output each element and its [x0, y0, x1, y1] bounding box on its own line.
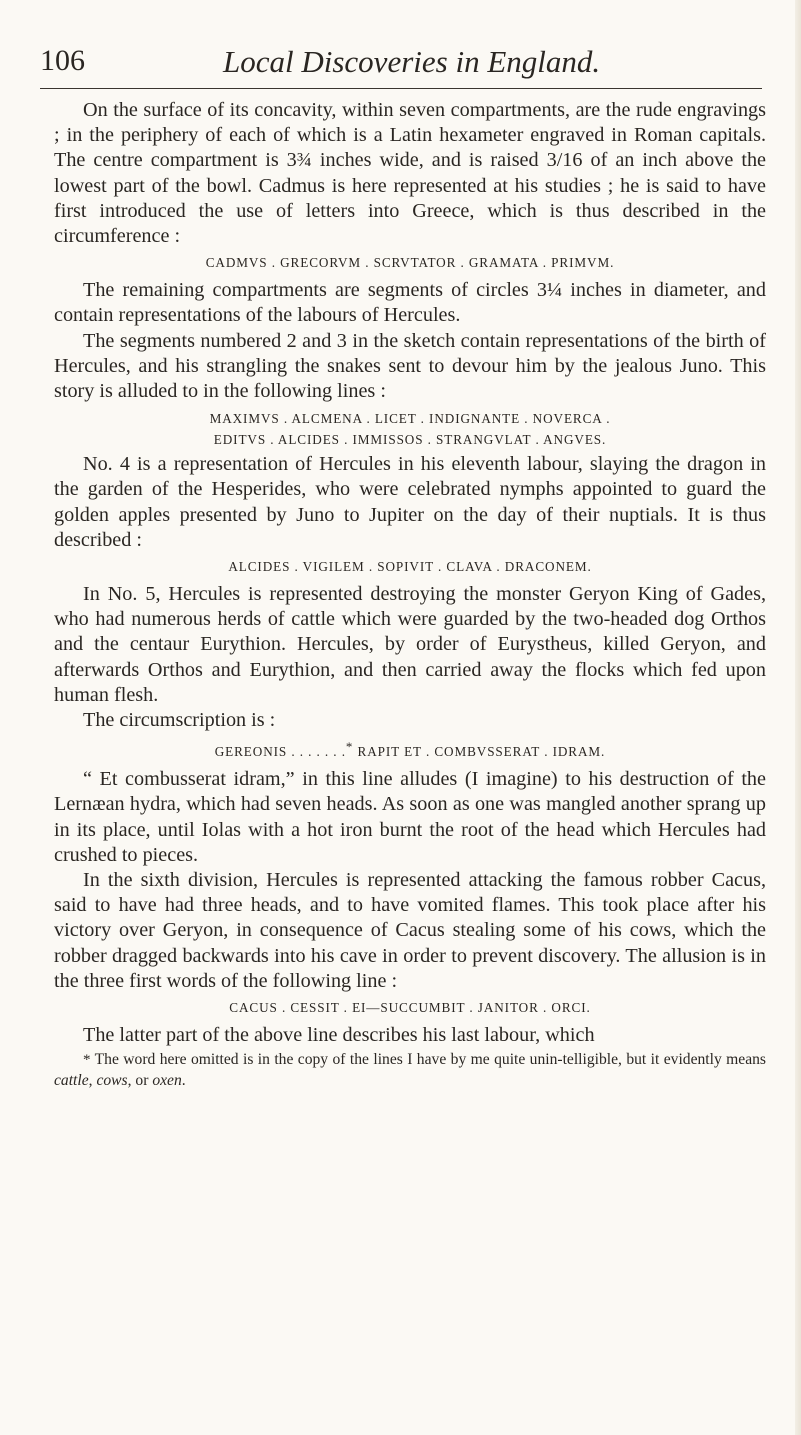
- inscription-gereonis-start: GEREONIS . . . . . . .: [214, 744, 346, 760]
- inscription-gereonis-end: RAPIT ET . COMBVSSERAT . IDRAM.: [353, 744, 606, 760]
- inscription-alcmena: [54, 408, 766, 450]
- footnote-word-cattle: cattle: [54, 1071, 89, 1089]
- paragraph-birth-of-hercules: The segments numbered 2 and 3 in the sketch contain representations of the birth of Hercules, and his strangling the snakes sent to devour him by the jealous Juno. This story is alluded to in the following lines :: [54, 329, 766, 403]
- page-number: 106: [40, 44, 85, 77]
- paragraph-circumscription: The circumscription is :: [83, 709, 276, 732]
- footnote-end: .: [181, 1071, 186, 1089]
- footnote-word-oxen: oxen: [152, 1071, 182, 1089]
- page-edge-shadow: [795, 0, 801, 1435]
- footnote-word-cows: cows: [96, 1071, 128, 1089]
- header-rule: [40, 88, 762, 89]
- page-body: [54, 98, 766, 1091]
- paragraph-last-labour: The latter part of the above line describes his last labour, which: [83, 1024, 595, 1047]
- inscription-alcides: ALCIDES . VIGILEM . SOPIVIT . CLAVA . DRACONEM.: [228, 559, 592, 575]
- paragraph-eleventh-labour: No. 4 is a representation of Hercules in his eleventh labour, slaying the dragon in the garden of the Hesperides, who were celebrated nymphs appointed to guard the golden apples presented by Juno to Jupiter on the day of their nuptials. It is thus described :: [54, 453, 766, 551]
- running-title: Local Discoveries in England.: [223, 44, 601, 79]
- paragraph-geryon: In No. 5, Hercules is represented destroying the monster Geryon King of Gades, who had numerous herds of cattle which were guarded by the two-headed dog Orthos and the centaur Eurythion. Hercules, by order of Eurystheus, killed Geryon, and afterwards Orthos and Eurythion, and then carried away the flocks which fed upon human flesh.: [54, 583, 766, 706]
- footnote-separator-1: ,: [88, 1071, 97, 1089]
- footnote-text: The word here omitted is in the copy of the lines I have by me quite unin-telligible, but it evidently means: [90, 1051, 766, 1069]
- paragraph-cadmus-intro: On the surface of its concavity, within seven compartments, are the rude engravings ; in the periphery of each of which is a Latin hexameter engraved in Roman capitals. The centre compartment is 3¾ inches wide, and is raised 3/16 of an inch above the lowest part of the bowl. Cadmus is here represented at his studies ; he is said to have first introduced the use of letters into Greece, which is thus described in the circumference :: [54, 99, 766, 248]
- paragraph-hydra: “ Et combusserat idram,” in this line alludes (I imagine) to his destruction of the Lernæan hydra, which had seven heads. As soon as one was mangled another sprang up in its place, until Iolas with a hot iron burnt the root of the head which Hercules had crushed to pieces.: [54, 768, 766, 866]
- inscription-alcmena-line-2: EDITVS . ALCIDES . IMMISSOS . STRANGVLAT . ANGVES.: [213, 432, 607, 448]
- inscription-cacus: CACUS . CESSIT . EI—SUCCUMBIT . JANITOR . ORCI.: [229, 1000, 591, 1016]
- footnote: [54, 1050, 766, 1091]
- inscription-alcmena-line-1: MAXIMVS . ALCMENA . LICET . INDIGNANTE . NOVERCA .: [209, 411, 611, 427]
- footnote-reference-mark: *: [345, 739, 354, 755]
- paragraph-remaining-compartments: The remaining compartments are segments of circles 3¼ inches in diameter, and contain representations of the labours of Hercules.: [54, 279, 766, 327]
- inscription-cadmus: CADMVS . GRECORVM . SCRVTATOR . GRAMATA . PRIMVM.: [205, 255, 615, 271]
- paragraph-cacus: In the sixth division, Hercules is represented attacking the famous robber Cacus, said to have had three heads, and to have vomited flames. This took place after his victory over Geryon, in consequence of Cacus stealing some of his cows, which the robber dragged backwards into his cave in order to prevent discovery. The allusion is in the three first words of the following line :: [54, 869, 766, 992]
- footnote-separator-2: , or: [127, 1071, 153, 1089]
- footnote-mark: *: [83, 1052, 91, 1069]
- inscription-gereonis: [54, 736, 766, 763]
- page-header: [40, 44, 765, 84]
